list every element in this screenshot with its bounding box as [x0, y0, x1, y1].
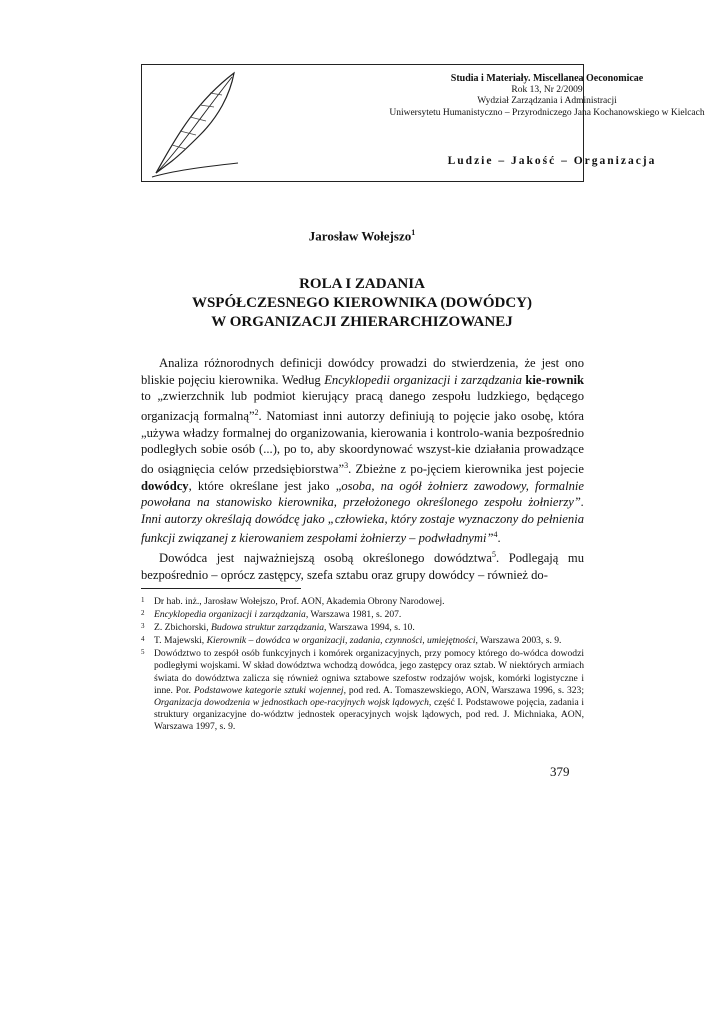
footnote-1	[141, 596, 584, 608]
journal-info	[382, 73, 712, 119]
paragraph-1	[141, 355, 584, 547]
footnote-text: , Warszawa 1994, s. 10.	[324, 622, 415, 634]
footnote-ref: 3	[344, 460, 349, 470]
article-author	[0, 228, 724, 244]
journal-volume: Rok 13, Nr 2/2009	[511, 84, 583, 95]
footnote-text: , Warszawa 2003, s. 9.	[475, 635, 562, 647]
footnote-number: 4	[141, 635, 145, 644]
author-name: Jarosław Wołejszo	[308, 228, 412, 244]
footnote-ref: 4	[493, 530, 498, 540]
footnote-number: 3	[141, 622, 145, 631]
body-text: . Podlegają mu bezpośrednio – oprócz zastępcy, szefa sztabu oraz grupy dowódcy – również do-	[141, 551, 584, 582]
footnote-text: część I. Podstawowe pojęcia, zadania i struktury organizacyjne do-wództw jednostek operacyjnych wojsk lądowych, pod red. J. Michniaka, AON, Warszawa 1997, s. 9.	[154, 696, 584, 732]
footnote-text: Z. Zbichorski,	[154, 622, 212, 634]
body-text: Analiza różnorodnych definicji dowódcy prowadzi do stwierdzenia, że jest ono bliskie pojęciu kierownika. Według	[141, 356, 584, 387]
title-line-3: W ORGANIZACJI ZHIERARCHIZOWANEJ	[211, 314, 513, 330]
footnote-divider	[141, 588, 301, 589]
footnote-text: T. Majewski,	[154, 635, 207, 647]
body-text: .	[497, 531, 501, 546]
quill-feather-icon	[142, 65, 252, 181]
body-bold: rownik	[545, 372, 584, 387]
title-line-2: WSPÓŁCZESNEGO KIEROWNIKA (DOWÓDCY)	[191, 295, 533, 311]
footnote-text: Dr hab. inż., Jarosław Wołejszo, Prof. AON, Akademia Obrony Narodowej.	[154, 596, 445, 607]
author-footnote-ref: 1	[411, 228, 416, 237]
body-text: Dowódca jest najważniejszą osobą określonego dowództwa	[159, 551, 493, 566]
footnote-number: 5	[141, 648, 145, 657]
footnote-number: 2	[141, 609, 145, 618]
footnote-text: Dowództwo to zespół osób funkcyjnych i komórek organizacyjnych, przy pomocy którego do-wódca dowodzi podległymi wojskami. W skład dowództwa wchodzą dowódca, jego zastępcy oraz sztab. W niektórych armiach świata do dowództwa zalicza się również ogniwa sztabowe szefostw rodzajów wojsk, komórki logistyczne i inne. Por.	[154, 648, 584, 696]
footnote-ref: 2	[254, 407, 259, 417]
footnote-3	[141, 622, 584, 634]
journal-title: Studia i Materiały. Miscellanea Oeconomicae	[450, 73, 644, 84]
footnote-5	[141, 648, 584, 733]
series-subtitle: Ludzie – Jakość – Organizacja	[447, 155, 657, 167]
body-text: to „zwierzchnik lub podmiot kierujący pracą danego zespołu ludzkiego, będącego organizacją formalną”	[141, 389, 584, 423]
footnote-text: , pod red. A. Tomaszewskiego, AON, Warszawa 1996, s. 323;	[343, 684, 584, 696]
body-bold: dowódcy	[141, 478, 189, 493]
footnote-text: , Warszawa 1981, s. 207.	[305, 609, 402, 621]
article-body	[141, 355, 584, 583]
footnote-number: 1	[141, 596, 145, 604]
footnote-4	[141, 635, 584, 647]
footnote-italic: Budowa struktur zarządzania	[211, 622, 325, 634]
journal-university: Uniwersytetu Humanistyczno – Przyrodniczego Jana Kochanowskiego w Kielcach	[389, 107, 705, 118]
footnotes	[141, 596, 584, 734]
journal-faculty: Wydział Zarządzania i Administracji	[477, 96, 617, 106]
footnote-italic: Encyklopedia organizacji i zarządzania	[154, 609, 306, 621]
body-text: , które określane jest jako „	[188, 478, 342, 493]
footnote-2	[141, 609, 584, 621]
article-title	[0, 275, 724, 332]
paragraph-2	[141, 547, 584, 583]
body-text: . Zbieżne z po-jęciem kierownika jest pojecie	[348, 461, 584, 476]
body-text: . Natomiast inni autorzy definiują to pojęcie jako osobę, która „używa władzy formalnej do organizowania, kierowania i kontrolo-wania bezpośrednio podległych sobie osób (...), po to, aby skoordynować wszyst-kie działania prowadzące do osiągnięcia celów przedsiębiorstwa”	[141, 408, 585, 476]
title-line-1: ROLA I ZADANIA	[299, 276, 425, 292]
footnote-italic: Podstawowe kategorie sztuki wojennej	[193, 684, 344, 696]
page-number: 379	[550, 764, 570, 779]
body-bold: kie-	[525, 372, 546, 387]
footnote-italic: Organizacja dowodzenia w jednostkach ope-racyjnych wojsk lądowych,	[154, 696, 432, 708]
journal-header	[141, 64, 705, 182]
body-italic: Encyklopedii organizacji i zarządzania	[324, 372, 522, 387]
footnote-italic: Kierownik – dowódca w organizacji, zadania, czynności, umiejętności	[206, 635, 476, 647]
body-italic: osoba, na ogół żołnierz zawodowy, formalnie powołana na stanowisko kierownika, przełożonego określonego zespołu żołnierzy”. Inni autorzy określają dowódcę jako „człowieka, który zostaje wyznaczony do pełnienia funkcji związanej z kierowaniem zespołami żołnierzy – podwładnymi”	[141, 478, 584, 546]
footnote-ref: 5	[492, 550, 497, 560]
